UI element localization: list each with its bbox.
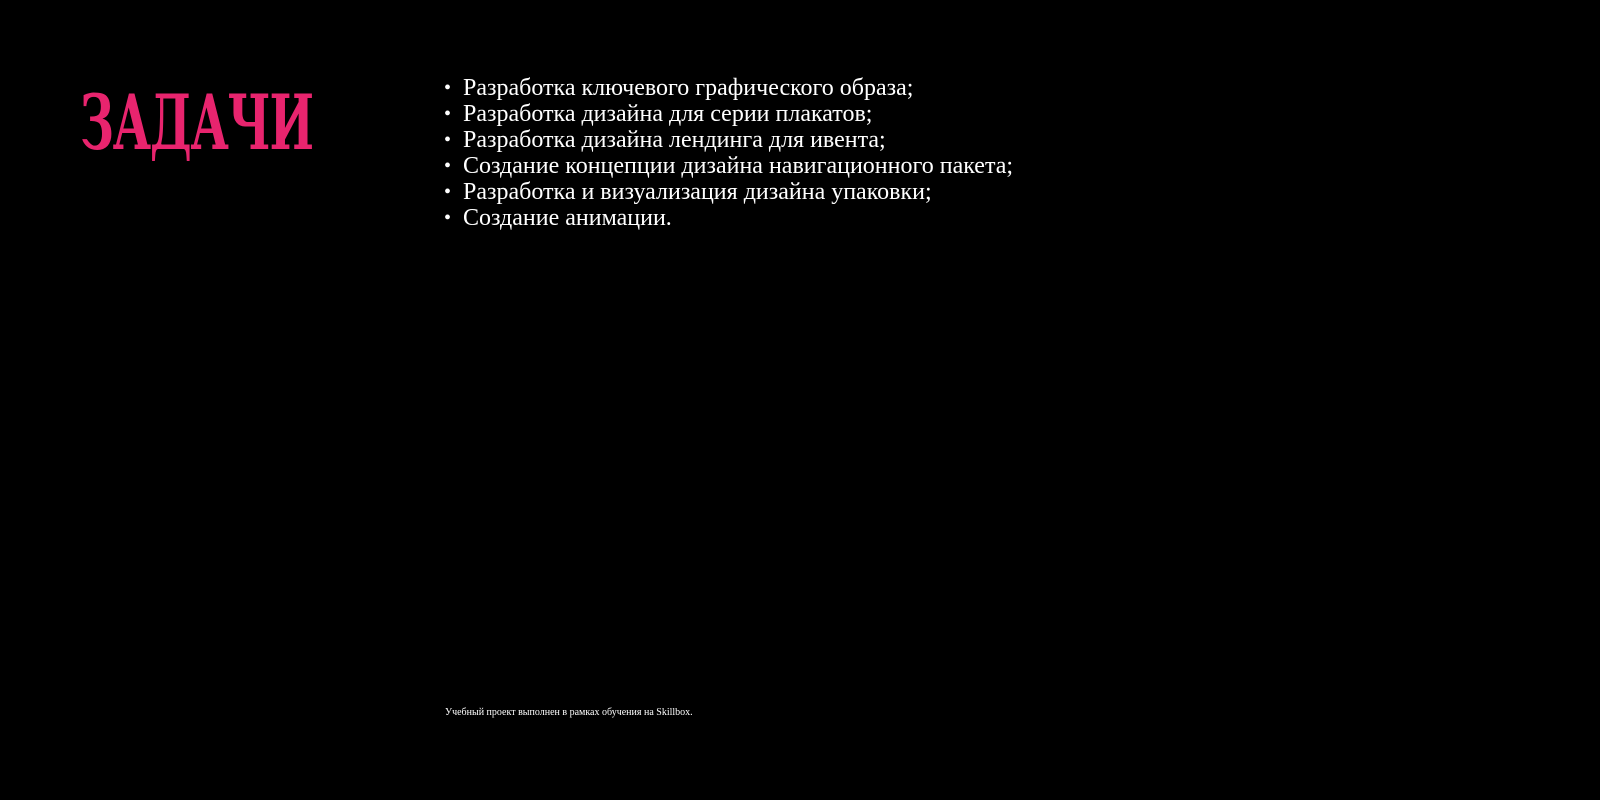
task-list	[444, 75, 1013, 231]
footnote: Учебный проект выполнен в рамках обучения на Skillbox.	[445, 707, 693, 718]
task-text: Разработка и визуализация дизайна упаковки;	[463, 179, 932, 205]
list-item	[444, 179, 1013, 205]
list-item	[444, 101, 1013, 127]
bullet-icon: •	[444, 181, 452, 203]
task-text: Разработка дизайна лендинга для ивента;	[463, 127, 886, 153]
task-text: Разработка дизайна для серии плакатов;	[463, 101, 873, 127]
task-text: Создание анимации.	[463, 205, 672, 231]
list-item	[444, 205, 1013, 231]
slide-title: ЗАДАЧИ	[80, 78, 313, 167]
task-text: Создание концепции дизайна навигационного пакета;	[463, 153, 1014, 179]
bullet-icon: •	[444, 103, 452, 125]
bullet-icon: •	[444, 207, 452, 229]
list-item	[444, 127, 1013, 153]
bullet-icon: •	[444, 77, 452, 99]
list-item	[444, 153, 1013, 179]
bullet-icon: •	[444, 129, 452, 151]
task-text: Разработка ключевого графического образа;	[463, 75, 914, 101]
list-item	[444, 75, 1013, 101]
bullet-icon: •	[444, 155, 452, 177]
